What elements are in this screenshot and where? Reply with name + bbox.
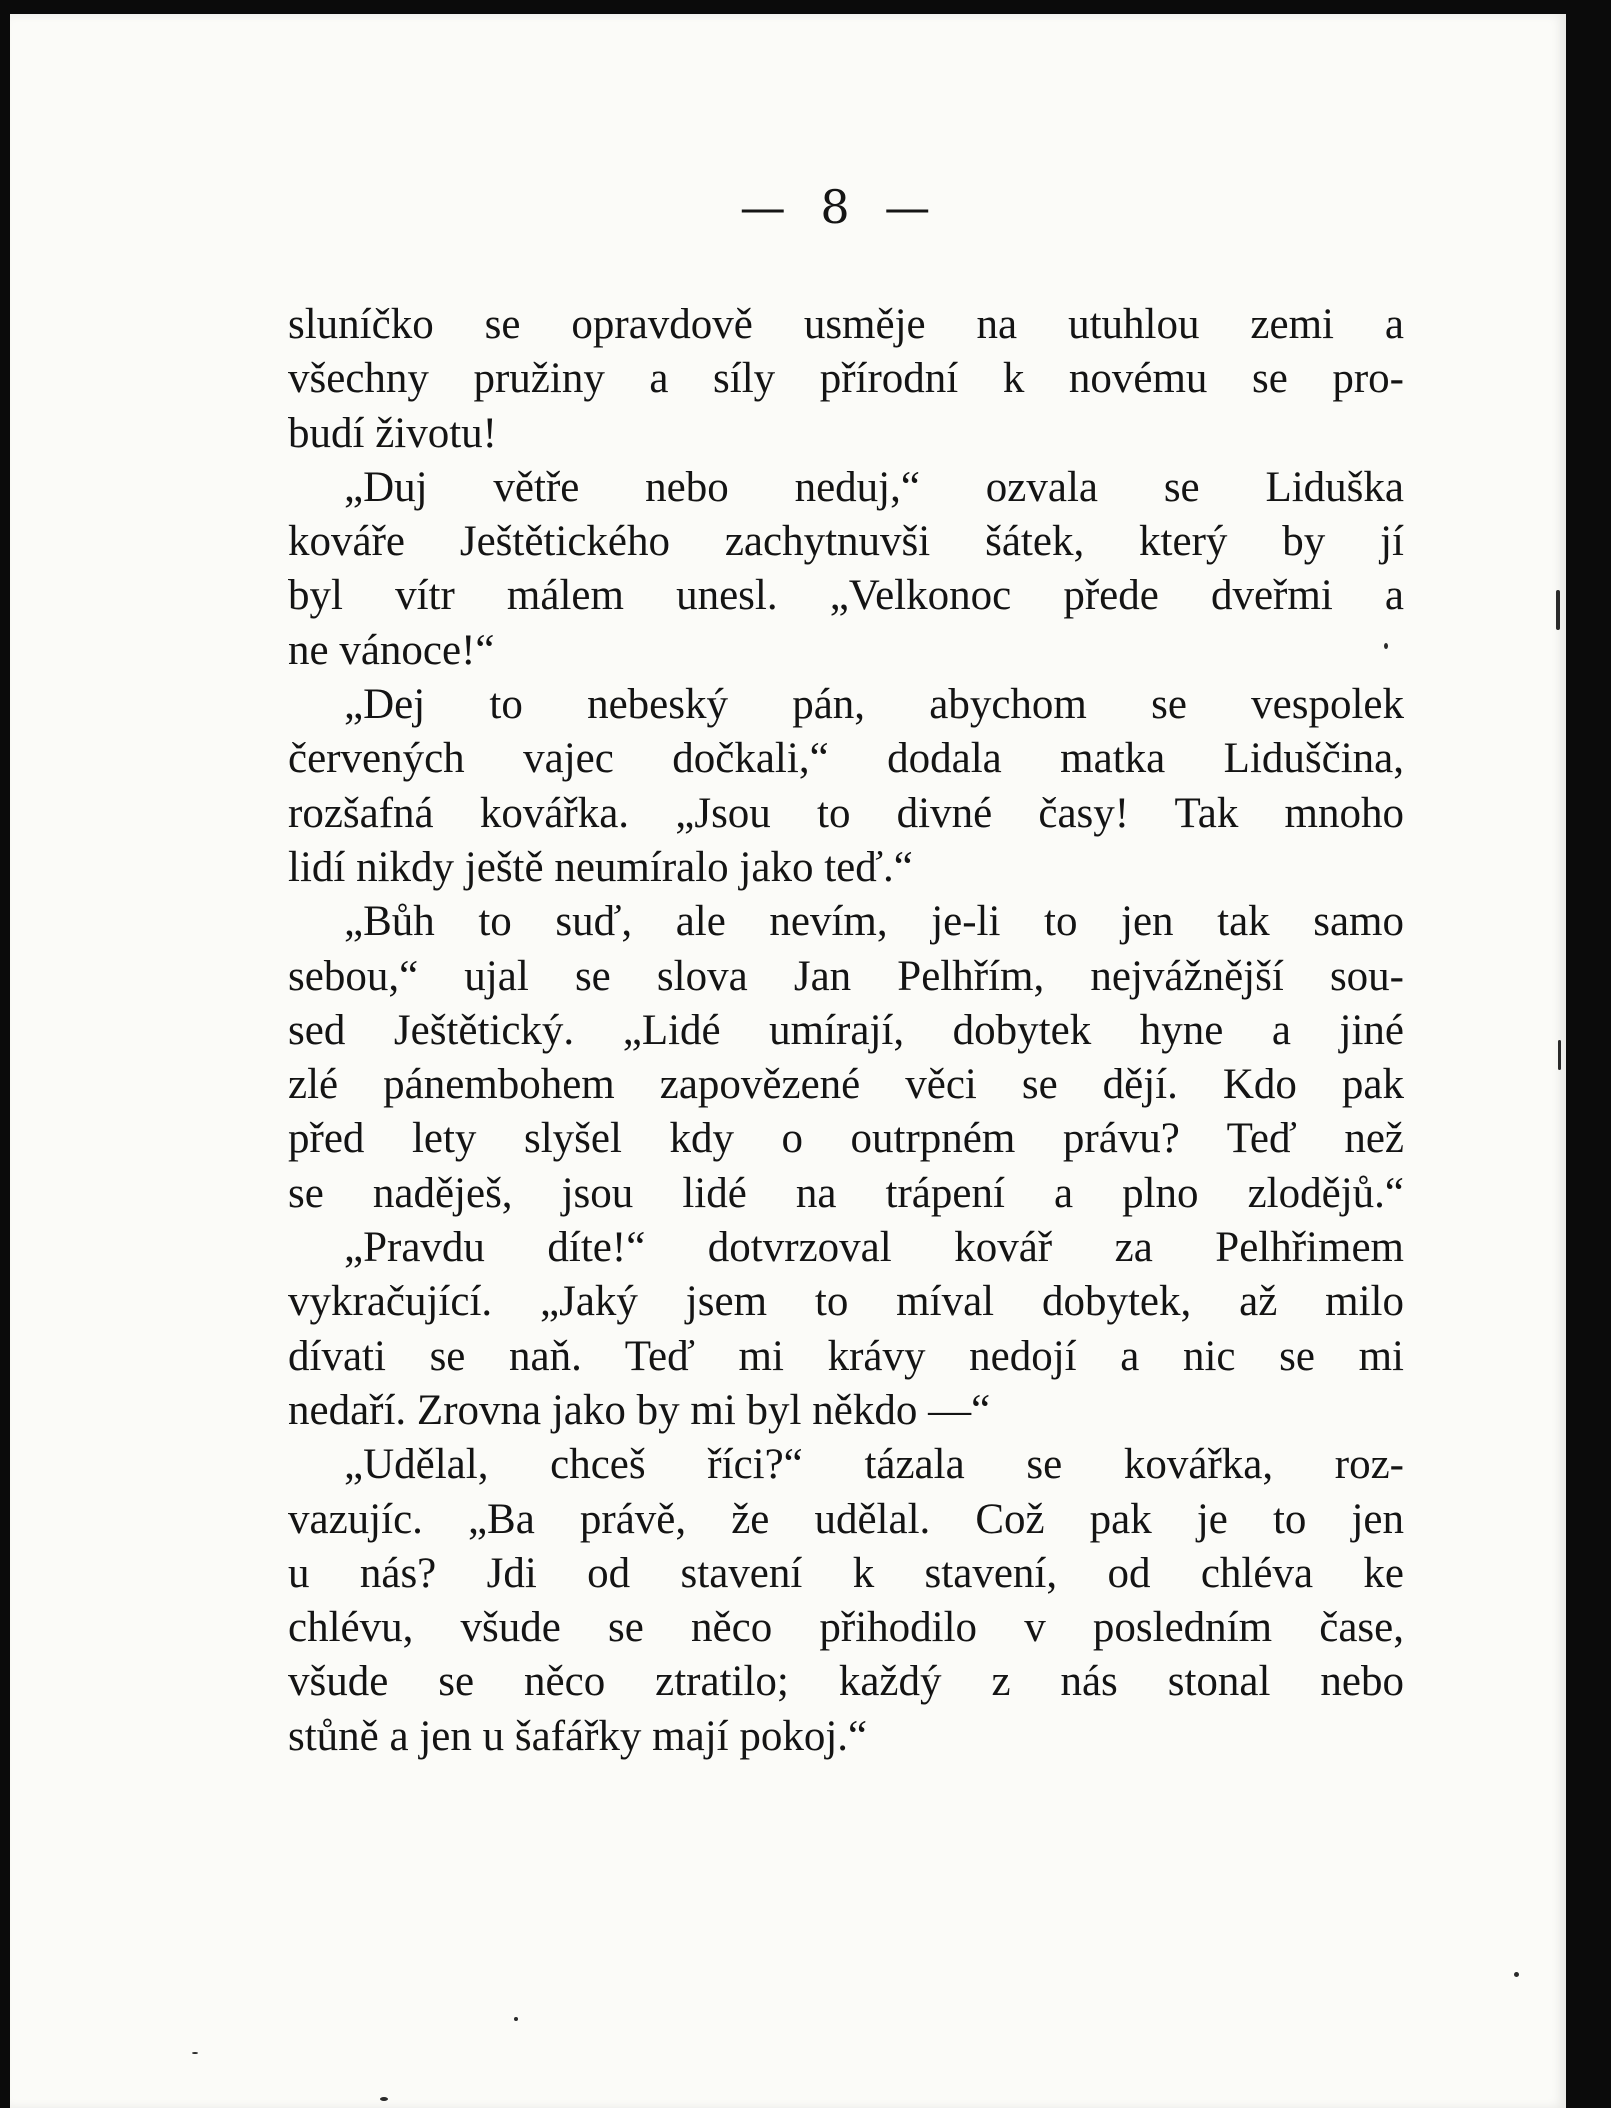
scan-border-right — [1566, 14, 1611, 2108]
dust-speck — [514, 2017, 518, 2021]
text-line: sluníčko se opravdově usměje na utuhlou zemi a — [288, 301, 1404, 348]
scan-border-top — [0, 0, 1611, 14]
text-line: všechny pružiny a síly přírodní k novému se pro- — [288, 355, 1404, 403]
dust-speck — [1558, 1040, 1561, 1070]
text-line: kováře Ještětického zachytnuvši šátek, který by jí — [288, 518, 1404, 566]
text-line: nedaří. Zrovna jako by mi byl někdo —“ — [288, 1386, 991, 1434]
text-line: vazujíc. „Ba právě, že udělal. Což pak je to jen — [288, 1495, 1404, 1543]
text-line: červených vajec dočkali,“ dodala matka Liduščina, — [288, 735, 1404, 783]
dust-speck — [1514, 1972, 1519, 1977]
dust-speck — [1556, 590, 1560, 630]
text-line: sed Ještětický. „Lidé umírají, dobytek hyne a jiné — [288, 1006, 1404, 1054]
dust-speck — [192, 2052, 198, 2054]
text-line: lidí nikdy ještě neumíralo jako teď.“ — [288, 843, 913, 891]
text-line: budí životu! — [288, 409, 497, 457]
text-line: „Dej to nebeský pán, abychom se vespolek — [344, 681, 1404, 729]
dust-speck — [1384, 643, 1388, 649]
page-number: — 8 — — [739, 180, 941, 234]
text-line: „Duj větře nebo neduj,“ ozvala se Liduška — [344, 463, 1404, 511]
text-line: zlé pánembohem zapovězené věci se dějí. Kdo pak — [288, 1061, 1404, 1109]
text-line: rozšafná kovářka. „Jsou to divné časy! Tak mnoho — [288, 789, 1404, 837]
scan-border-left — [0, 0, 10, 2108]
text-line: u nás? Jdi od stavení k stavení, od chléva ke — [288, 1549, 1404, 1597]
body-text — [288, 298, 1404, 1764]
text-line: stůně a jen u šafářky mají pokoj.“ — [288, 1712, 868, 1760]
text-line: se naděješ, jsou lidé na trápení a plno zlodějů.“ — [288, 1169, 1404, 1217]
text-line: byl vítr málem unesl. „Velkonoc přede dveřmi a — [288, 572, 1404, 620]
dust-speck — [380, 2097, 388, 2101]
text-line: „Bůh to suď, ale nevím, je-li to jen tak samo — [344, 898, 1404, 946]
text-line: chlévu, všude se něco přihodilo v posledním čase, — [288, 1604, 1404, 1652]
text-line: všude se něco ztratilo; každý z nás stonal nebo — [288, 1658, 1404, 1706]
text-line: ne vánoce!“ — [288, 626, 495, 674]
text-line: „Pravdu díte!“ dotvrzoval kovář za Pelhřimem — [344, 1224, 1404, 1272]
text-line: před lety slyšel kdy o outrpném právu? Teď než — [288, 1115, 1404, 1163]
text-line: „Udělal, chceš říci?“ tázala se kovářka, roz- — [344, 1441, 1404, 1489]
text-line: vykračující. „Jaký jsem to míval dobytek, až milo — [288, 1278, 1404, 1326]
text-line: sebou,“ ujal se slova Jan Pelhřím, nejvážnější sou- — [288, 952, 1404, 1000]
text-line: dívati se naň. Teď mi krávy nedojí a nic se mi — [288, 1332, 1404, 1380]
